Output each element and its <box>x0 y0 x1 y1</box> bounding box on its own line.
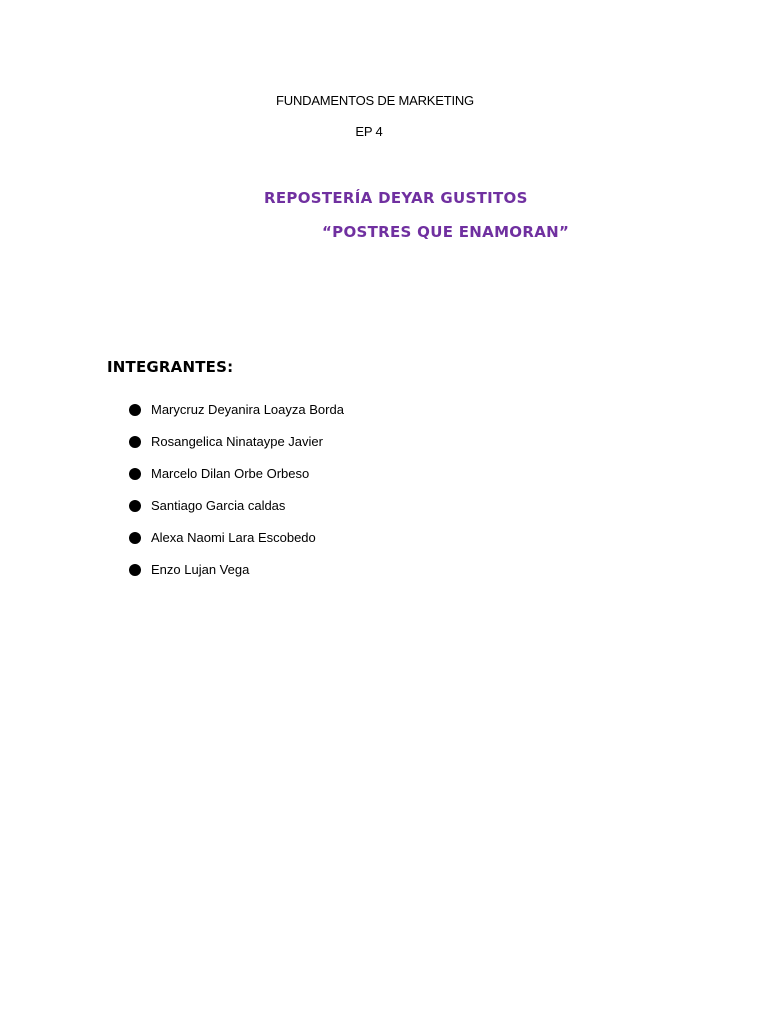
members-heading: INTEGRANTES: <box>107 358 234 376</box>
company-name: REPOSTERÍA DEYAR GUSTITOS <box>264 189 528 207</box>
member-name: Marycruz Deyanira Loayza Borda <box>151 402 344 417</box>
course-title: FUNDAMENTOS DE MARKETING <box>276 93 474 108</box>
list-item <box>129 496 344 528</box>
bullet-icon <box>129 564 141 576</box>
bullet-icon <box>129 500 141 512</box>
member-name: Marcelo Dilan Orbe Orbeso <box>151 466 310 481</box>
company-slogan: “POSTRES QUE ENAMORAN” <box>322 223 570 241</box>
bullet-icon <box>129 436 141 448</box>
member-name: Enzo Lujan Vega <box>151 562 250 577</box>
list-item <box>129 432 344 464</box>
list-item <box>129 560 344 592</box>
course-code: EP 4 <box>355 124 383 139</box>
bullet-icon <box>129 404 141 416</box>
member-name: Alexa Naomi Lara Escobedo <box>151 530 316 545</box>
list-item <box>129 400 344 432</box>
member-name: Rosangelica Ninataype Javier <box>151 434 323 449</box>
bullet-icon <box>129 468 141 480</box>
member-name: Santiago Garcia caldas <box>151 498 286 513</box>
list-item <box>129 528 344 560</box>
members-list <box>129 400 344 592</box>
bullet-icon <box>129 532 141 544</box>
list-item <box>129 464 344 496</box>
